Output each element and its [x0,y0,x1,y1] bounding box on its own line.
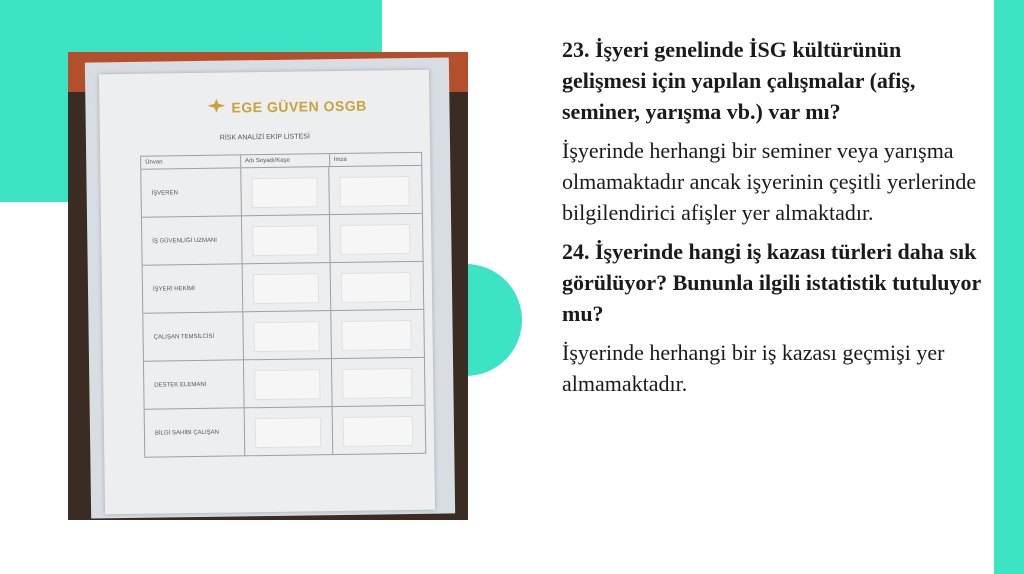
signature-cell [330,166,422,214]
decorative-strip [994,0,1024,574]
role-cell: BİLGİ SAHİBİ ÇALIŞAN [145,408,245,456]
table-row [144,358,425,410]
signature-cell [330,214,422,262]
table-row [142,214,423,266]
redacted-area [340,224,410,255]
redacted-area [252,273,318,304]
table-row [143,310,424,362]
redacted-area [252,225,318,256]
role-cell: İŞ GÜVENLİĞİ UZMANI [142,216,242,264]
text-column [562,34,982,407]
redacted-area [343,416,413,447]
redacted-area [340,176,410,207]
redacted-area [251,177,317,208]
table-row [145,406,426,457]
name-cell [243,311,332,359]
redacted-area [342,368,412,399]
logo-mark-icon [207,99,225,116]
name-cell [242,263,331,311]
logo-text: EGE GÜVEN OSGB [231,97,367,116]
signature-cell [332,310,424,358]
document-photo [68,52,468,520]
redacted-area [342,320,412,351]
name-cell [244,359,333,407]
column-header: Adı Soyadı/Kaşe [241,154,330,167]
signature-cell [333,406,425,454]
name-cell [244,407,333,455]
role-cell: DESTEK ELEMANI [144,360,244,408]
role-cell: İŞVEREN [141,168,241,216]
role-cell: ÇALIŞAN TEMSİLCİSİ [143,312,243,360]
table-row [141,166,422,218]
signature-cell [331,262,423,310]
signature-cell [332,358,424,406]
team-table [140,152,426,458]
question-23: 23. İşyeri genelinde İSG kültürünün gelişmesi için yapılan çalışmalar (afiş, seminer, yarışma vb.) var mı? [562,37,916,124]
table-row [143,262,424,314]
redacted-area [254,417,320,448]
column-header: İmza [333,156,347,164]
risk-team-sheet [99,70,435,515]
answer-23: İşyerinde herhangi bir seminer veya yarışma olmamaktadır ancak işyerinin çeşitli yerlerinde bilgilendirici afişler yer almaktadır. [562,138,977,225]
redacted-area [253,321,319,352]
company-logo [207,97,367,116]
question-24: 24. İşyerinde hangi iş kazası türleri daha sık görülüyor? Bununla ilgili istatistik tutuluyor mu? [562,239,981,326]
role-cell: İŞYERİ HEKİMİ [143,264,243,312]
list-title: RİSK ANALİZİ EKİP LİSTESİ [219,133,310,142]
answer-24: İşyerinde herhangi bir iş kazası geçmişi yer almamaktadır. [562,340,945,396]
name-cell [242,215,331,263]
redacted-area [341,272,411,303]
redacted-area [254,369,320,400]
column-header: Ünvan [141,155,241,168]
name-cell [241,167,330,215]
